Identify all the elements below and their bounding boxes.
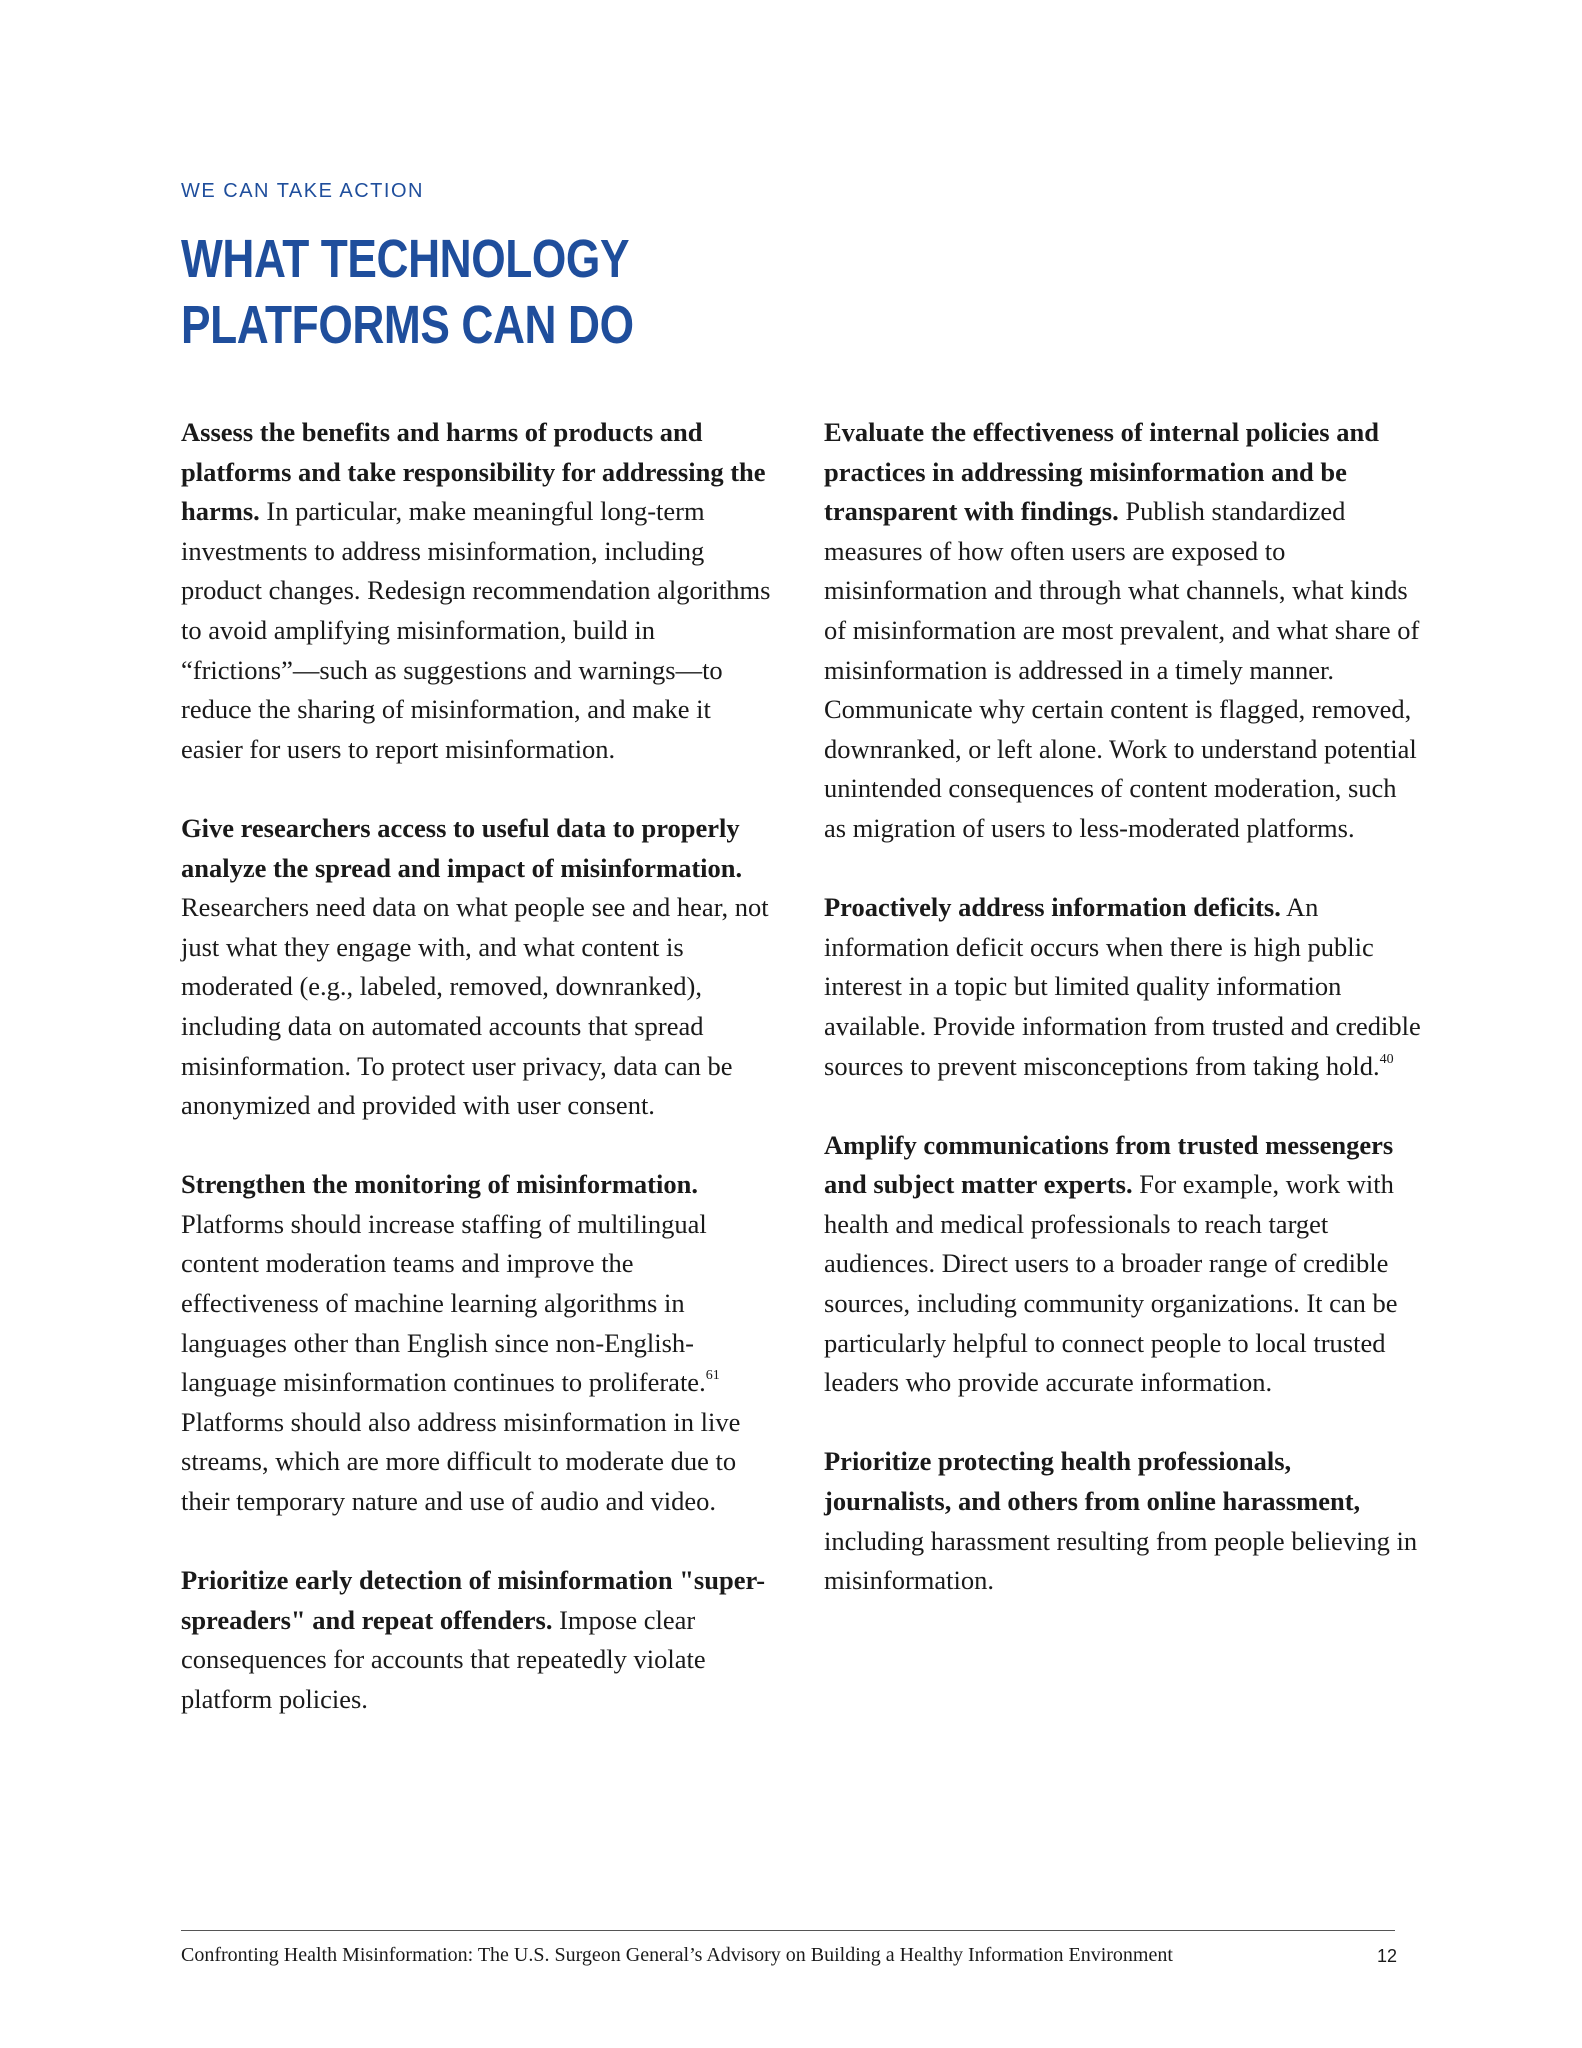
paragraph-lead: Evaluate the effectiveness of internal policies and practices in addressing misinformation and be transparent with findings. <box>824 417 1379 527</box>
paragraph-lead: Prioritize protecting health professionals, journalists, and others from online harassment, <box>824 1446 1361 1517</box>
paragraph-body: In particular, make meaningful long-term investments to address misinformation, including product changes. Redesign recommendation algorithms to avoid amplifying misinformation, build in “frictions”—such as suggestions and warnings—to reduce the sharing of misinformation, and make it easier for users to report misinformation. <box>181 496 771 764</box>
footer-divider <box>181 1930 1395 1931</box>
paragraph-information-deficits <box>824 888 1424 1086</box>
footnote-ref-40: 40 <box>1379 1051 1394 1067</box>
title-line-1: WHAT TECHNOLOGY <box>181 229 630 289</box>
right-column <box>824 413 1424 1640</box>
paragraph-amplify-communications <box>824 1126 1424 1403</box>
left-column <box>181 413 771 1759</box>
paragraph-super-spreaders <box>181 1561 771 1719</box>
paragraph-body: For example, work with health and medical professionals to reach target audiences. Direct users to a broader range of credible sources, including community organizations. It can be particularly helpful to connect people to local trusted leaders who provide accurate information. <box>824 1169 1398 1398</box>
title-line-2: PLATFORMS CAN DO <box>181 295 634 355</box>
paragraph-assess-benefits <box>181 413 771 769</box>
paragraph-body: including harassment resulting from people believing in misinformation. <box>824 1525 1418 1596</box>
paragraph-body: Impose clear consequences for accounts that repeatedly violate platform policies. <box>181 1604 706 1714</box>
footer-publication-title: Confronting Health Misinformation: The U.S. Surgeon General’s Advisory on Building a Healthy Information Environment <box>181 1944 1173 1966</box>
paragraph-lead: Give researchers access to useful data to properly analyze the spread and impact of misinformation. <box>181 812 743 883</box>
page-number: 12 <box>1377 1946 1398 1966</box>
paragraph-body: An information deficit occurs when there is high public interest in a topic but limited quality information available. Provide information from trusted and credible sources to prevent misconceptions from taking hold. <box>824 892 1421 1081</box>
page-title <box>181 226 634 358</box>
paragraph-body: Researchers need data on what people see and hear, not just what they engage with, and what content is moderated (e.g., labeled, removed, downranked), including data on automated accounts that spread misinformation. To protect user privacy, data can be anonymized and provided with user consent. <box>181 892 769 1121</box>
paragraph-lead: Assess the benefits and harms of products and platforms and take responsibility for addressing the harms. <box>181 417 766 527</box>
paragraph-lead: Strengthen the monitoring of misinformation. <box>181 1169 698 1200</box>
paragraph-body-continued: Platforms should also address misinformation in live streams, which are more difficult to moderate due to their temporary nature and use of audio and video. <box>181 1406 741 1517</box>
paragraph-body: Publish standardized measures of how often users are exposed to misinformation and through what channels, what kinds of misinformation are most prevalent, and what share of misinformation is addressed in a timely manner. Communicate why certain content is flagged, removed, downranked, or left alone. Work to understand potential unintended consequences of content moderation, such as migration of users to less-moderated platforms. <box>824 496 1420 843</box>
paragraph-evaluate-effectiveness <box>824 413 1424 849</box>
paragraph-researchers-data <box>181 809 771 1126</box>
paragraph-strengthen-monitoring <box>181 1165 771 1521</box>
paragraph-lead: Prioritize early detection of misinformation "super-spreaders" and repeat offenders. <box>181 1565 766 1635</box>
paragraph-body: Platforms should increase staffing of multilingual content moderation teams and improve the effectiveness of machine learning algorithms in languages other than English since non-English-language misinformation continues to proliferate. <box>181 1208 707 1398</box>
paragraph-protect-professionals <box>824 1442 1424 1600</box>
paragraph-lead: Proactively address information deficits. <box>824 892 1281 923</box>
paragraph-lead: Amplify communications from trusted messengers and subject matter experts. <box>824 1129 1394 1200</box>
footnote-ref-61: 61 <box>705 1368 720 1384</box>
section-eyebrow: WE CAN TAKE ACTION <box>181 180 424 202</box>
